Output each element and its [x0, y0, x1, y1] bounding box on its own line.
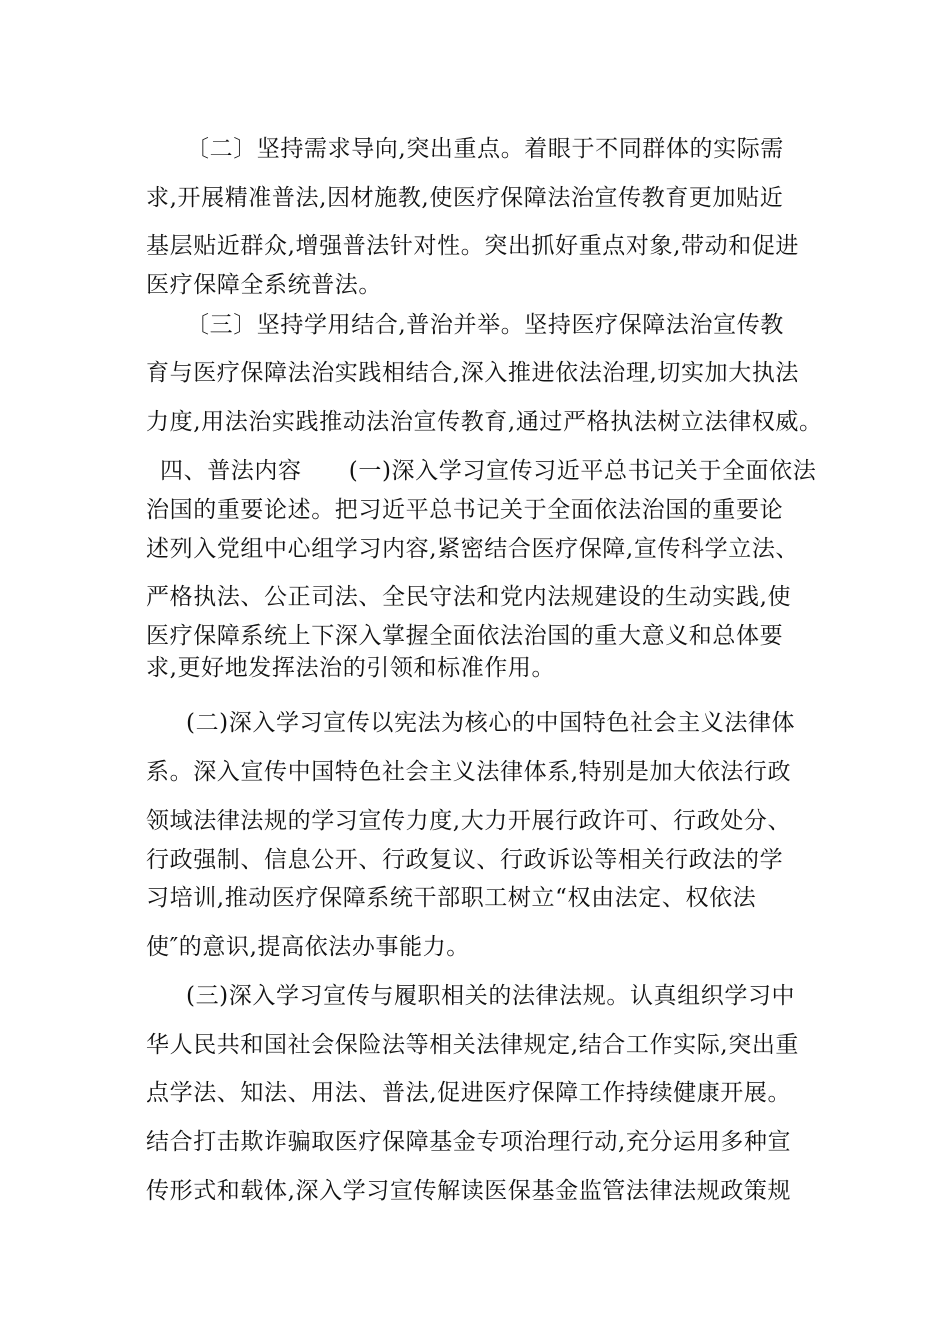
text-line: 结合打击欺诈骗取医疗保障基金专项治理行动,充分运用多种宣 [146, 1129, 792, 1155]
text-line: 治国的重要论述。把习近平总书记关于全面依法治国的重要论 [146, 497, 784, 523]
text-line: 系。深入宣传中国特色社会主义法律体系,特别是加大依法行政 [146, 759, 792, 785]
text-line: 力度,用法治实践推动法治宣传教育,通过严格执法树立法律权威。 [146, 409, 823, 435]
text-line: 传形式和载体,深入学习宣传解读医保基金监管法律法规政策规 [146, 1178, 792, 1204]
text-line: 基层贴近群众,增强普法针对性。突出抓好重点对象,带动和促进 [146, 233, 800, 259]
text-line: 使″的意识,提高依法办事能力。 [146, 934, 470, 960]
text-line: 行政强制、信息公开、行政复议、行政诉讼等相关行政法的学 [146, 847, 784, 873]
text-line: 医疗保障系统上下深入掌握全面依法治国的重大意义和总体要 [146, 623, 784, 649]
text-line: 求,开展精准普法,因材施教,使医疗保障法治宣传教育更加贴近 [146, 185, 784, 211]
text-line: 求,更好地发挥法治的引领和标准作用。 [146, 655, 556, 681]
text-line: 〔二〕坚持需求导向,突出重点。着眼于不同群体的实际需 [186, 136, 784, 162]
text-line: 述列入党组中心组学习内容,紧密结合医疗保障,宣传科学立法、 [146, 536, 800, 562]
text-line: 点学法、知法、用法、普法,促进医疗保障工作持续健康开展。 [146, 1080, 792, 1106]
text-line: 华人民共和国社会保险法等相关法律规定,结合工作实际,突出重 [146, 1032, 800, 1058]
text-line: 医疗保障全系统普法。 [146, 272, 382, 298]
text-line: (三)深入学习宣传与履职相关的法律法规。认真组织学习中 [186, 983, 796, 1009]
text-line: 严格执法、公正司法、全民守法和党内法规建设的生动实践,使 [146, 584, 792, 610]
text-line: 领域法律法规的学习宣传力度,大力开展行政许可、行政处分、 [146, 808, 792, 834]
text-line: 〔三〕坚持学用结合,普治并举。坚持医疗保障法治宣传教 [186, 312, 784, 338]
text-line: 育与医疗保障法治实践相结合,深入推进依法治理,切实加大执法 [146, 360, 800, 386]
text-line: (二)深入学习宣传以宪法为核心的中国特色社会主义法律体 [186, 710, 796, 736]
text-line: 习培训,推动医疗保障系统干部职工树立“权由法定、权依法 [146, 885, 757, 911]
section-heading-line: 四、普法内容 (一)深入学习宣传习近平总书记关于全面依法 [160, 458, 817, 484]
